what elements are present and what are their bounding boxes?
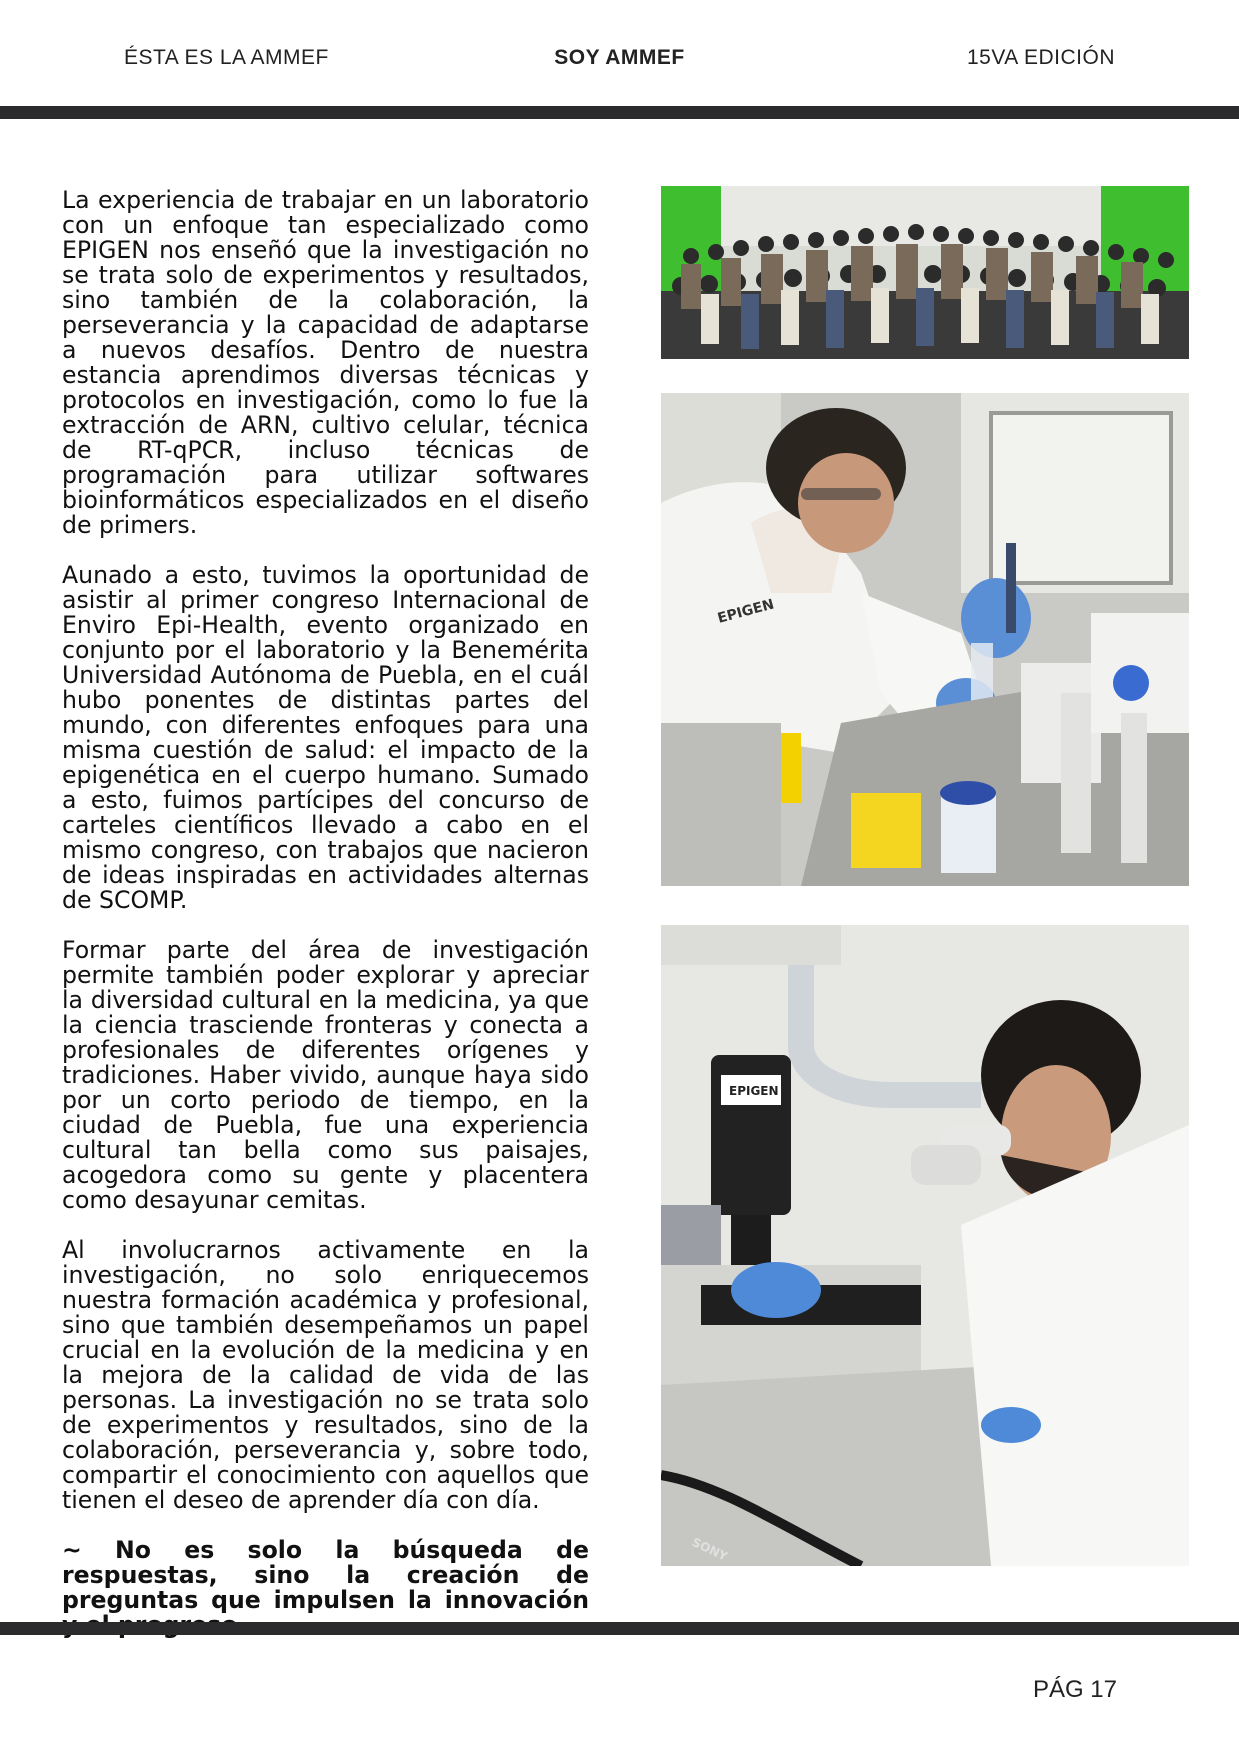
article-paragraph: Formar parte del área de investigación permite también poder explorar y apreciar la diversidad cultural en la medicina, ya que la ciencia trasciende fronteras y conecta a profesionales de diferentes orígenes y tradiciones. Haber vivido, aunque haya sido por un corto periodo de tiempo, en la ciudad de Puebla, fue una experiencia cultural tan bella como sus paisajes, acogedora como su gente y placentera como desayunar cemitas. bbox=[62, 936, 589, 1214]
header-divider bbox=[0, 106, 1239, 119]
group-photo bbox=[661, 186, 1189, 359]
page-number: PÁG 17 bbox=[1032, 1676, 1117, 1703]
edition-label: 15VA EDICIÓN bbox=[967, 46, 1115, 69]
section-title: ÉSTA ES LA AMMEF bbox=[124, 46, 329, 69]
lab-microscope-photo bbox=[661, 925, 1189, 1566]
article-paragraph: La experiencia de trabajar en un laboratorio con un enfoque tan especializado como EPIGEN nos enseñó que la investigación no se trata solo de experimentos y resultados, sino también de la colaboración, la perseverancia y la capacidad de adaptarse a nuevos desafíos. Dentro de nuestra estancia aprendimos diversas técnicas y protocolos en investigación, como lo fue la extracción de ARN, cultivo celular, técnica de RT-qPCR, incluso técnicas de programación para utilizar softwares bioinformáticos especializados en el diseño de primers. bbox=[62, 186, 589, 539]
magazine-title: SOY AMMEF bbox=[554, 46, 685, 69]
microscope-logo: EPIGEN bbox=[729, 1084, 779, 1098]
article-body bbox=[62, 188, 589, 1638]
lab-pipetting-photo bbox=[661, 393, 1189, 886]
footer-divider bbox=[0, 1622, 1239, 1635]
article-paragraph: Al involucrarnos activamente en la investigación, no solo enriquecemos nuestra formación académica y profesional, sino que también desempeñamos un papel crucial en la evolución de la medicina y en la mejora de la calidad de vida de las personas. La investigación no se trata solo de experimentos y resultados, sino de la colaboración, perseverancia y, sobre todo, compartir el conocimiento con aquellos que tienen el deseo de aprender día con día. bbox=[62, 1236, 589, 1514]
lab-coat-logo: EPIGEN bbox=[715, 596, 776, 627]
page-header bbox=[0, 0, 1239, 105]
closing-quote: ~ No es solo la búsqueda de respuestas, sino la creación de preguntas que impulsen la innovación bbox=[62, 1536, 589, 1614]
article-paragraph: Aunado a esto, tuvimos la oportunidad de asistir al primer congreso Internacional de Enviro Epi-Health, evento organizado en conjunto por el laboratorio y la Benemérita Universidad Autónoma de Puebla, en el cuál hubo ponentes de distintas partes del mundo, con diferentes enfoques para una misma cuestión de salud: el impacto de la epigenética en el cuerpo humano. Sumado a esto, fuimos partícipes del concurso de carteles científicos llevado a cabo en el mismo congreso, con trabajos que nacieron de ideas inspiradas en actividades alternas de SCOMP. bbox=[62, 561, 589, 914]
camera-strap-logo: SONY bbox=[689, 1535, 730, 1564]
